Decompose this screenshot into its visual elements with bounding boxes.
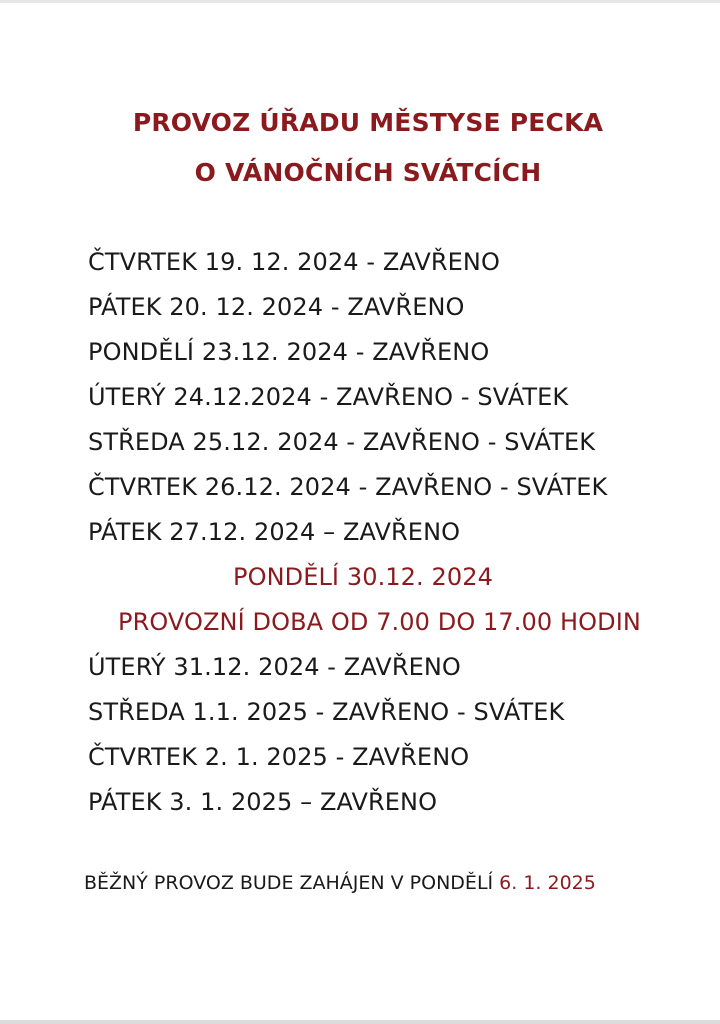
schedule-row: ČTVRTEK 19. 12. 2024 - ZAVŘENO (88, 248, 500, 276)
footer-text: BĚŽNÝ PROVOZ BUDE ZAHÁJEN V PONDĚLÍ (84, 872, 500, 894)
schedule-row: ČTVRTEK 2. 1. 2025 - ZAVŘENO (88, 743, 470, 771)
page-edge-bottom (0, 1020, 720, 1024)
page-edge-top (0, 0, 720, 3)
schedule-row: PONDĚLÍ 23.12. 2024 - ZAVŘENO (88, 338, 490, 366)
schedule-row: PÁTEK 3. 1. 2025 – ZAVŘENO (88, 788, 438, 816)
schedule-row: PÁTEK 20. 12. 2024 - ZAVŘENO (88, 293, 465, 321)
schedule-row: PÁTEK 27.12. 2024 – ZAVŘENO (88, 518, 461, 546)
open-day-date: PONDĚLÍ 30.12. 2024 (233, 563, 493, 591)
footer-note (84, 872, 596, 894)
schedule-row: ÚTERÝ 31.12. 2024 - ZAVŘENO (88, 653, 461, 681)
page-title-line-2: O VÁNOČNÍCH SVÁTCÍCH (194, 158, 542, 187)
schedule-row: ÚTERÝ 24.12.2024 - ZAVŘENO - SVÁTEK (88, 383, 569, 411)
schedule-row: STŘEDA 1.1. 2025 - ZAVŘENO - SVÁTEK (88, 698, 565, 726)
schedule-row: ČTVRTEK 26.12. 2024 - ZAVŘENO - SVÁTEK (88, 473, 608, 501)
page-title-line-1: PROVOZ ÚŘADU MĚSTYSE PECKA (132, 108, 604, 137)
open-day-hours: PROVOZNÍ DOBA OD 7.00 DO 17.00 HODIN (118, 608, 641, 636)
schedule-row: STŘEDA 25.12. 2024 - ZAVŘENO - SVÁTEK (88, 428, 596, 456)
footer-date: 6. 1. 2025 (499, 872, 596, 894)
schedule-list (88, 240, 708, 825)
